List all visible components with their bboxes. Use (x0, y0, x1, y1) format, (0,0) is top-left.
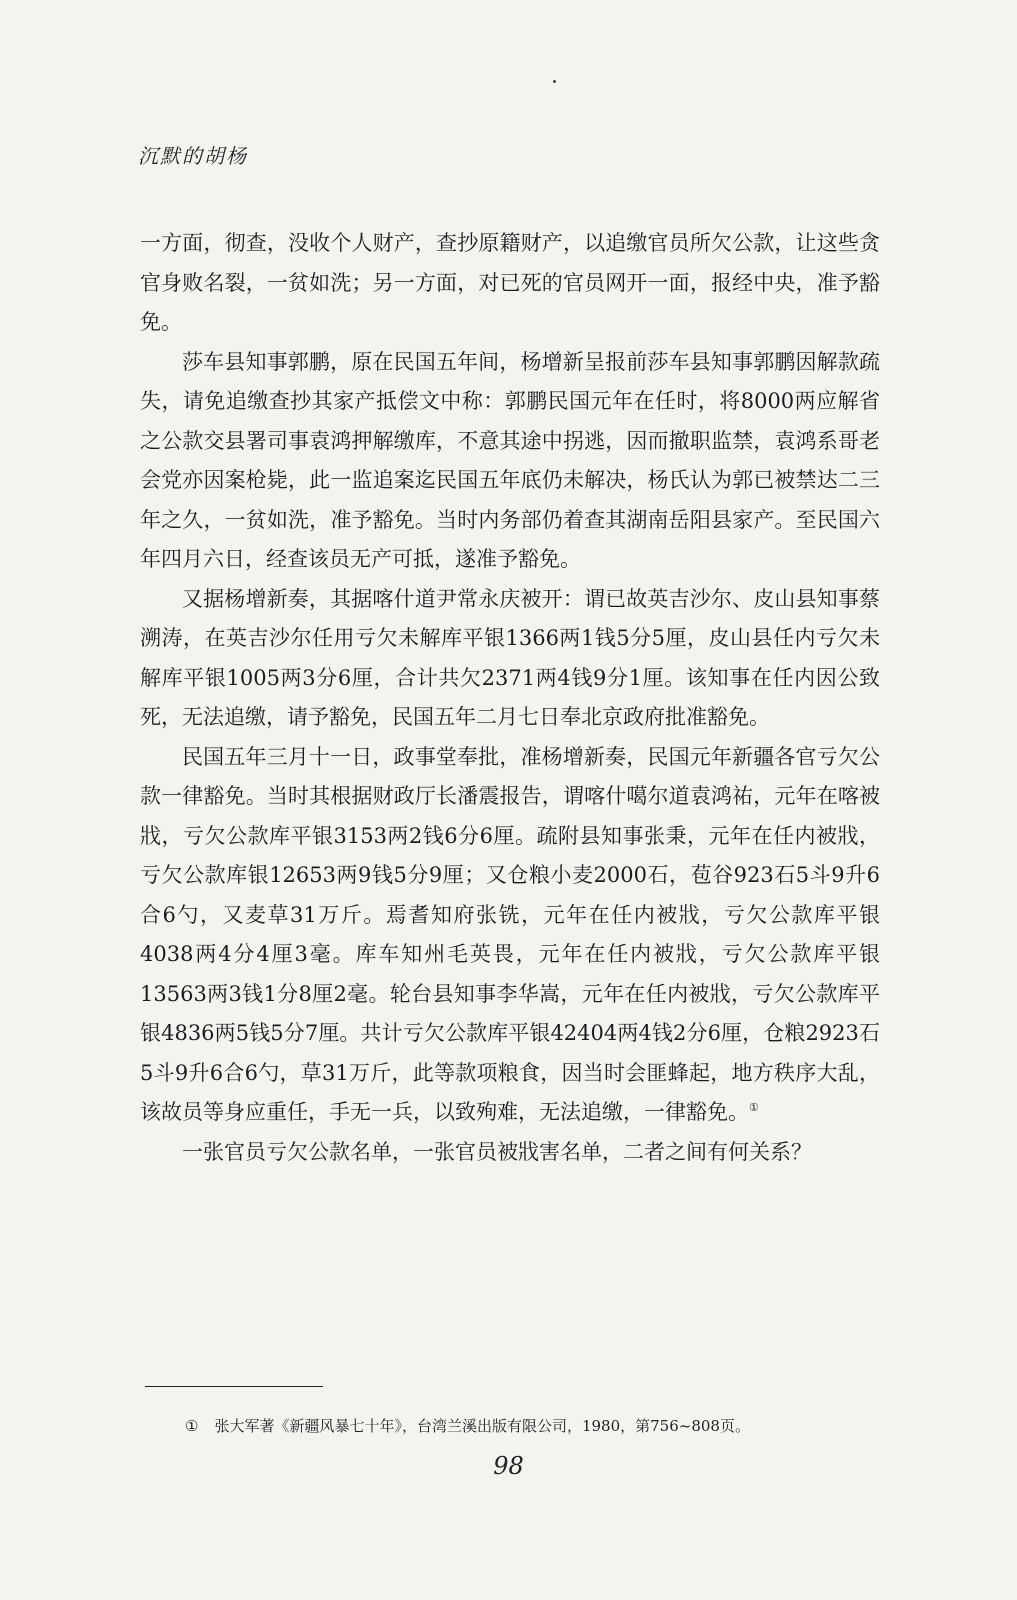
footnote-marker: ① (749, 1101, 759, 1114)
paragraph-4-text: 民国五年三月十一日，政事堂奉批，准杨增新奏，民国元年新疆各官亏欠公款一律豁免。当时其根据财政厅长潘震报告，谓喀什噶尔道袁鸿祐，元年在喀被戕，亏欠公款库平银3153两2钱6分6厘。疏附县知事张秉，元年在任内被戕，亏欠公款库银12653两9钱5分9厘；又仓粮小麦2000石，苞谷923石5斗9升6合6勺，又麦草31万斤。焉耆知府张铣，元年在任内被戕，亏欠公款库平银4038两4分4厘3毫。库车知州毛英畏，元年在任内被戕，亏欠公款库平银13563两3钱1分8厘2毫。轮台县知事李华嵩，元年在任内被戕，亏欠公款库平银4836两5钱5分7厘。共计亏欠公款库平银42404两4钱2分6厘，仓粮2923石5斗9升6合6勺，草31万斤，此等款项粮食，因当时会匪蜂起，地方秩序大乱，该故员等身应重任，手无一兵，以致殉难，无法追缴，一律豁免。 (140, 744, 880, 1124)
paragraph-5: 一张官员亏欠公款名单，一张官员被戕害名单，二者之间有何关系？ (182, 1139, 812, 1164)
footnote (185, 1415, 885, 1437)
footnote-divider (145, 1386, 323, 1387)
footnote-text: 张大军著《新疆风暴七十年》，台湾兰溪出版有限公司，1980，第756~808页。 (214, 1417, 750, 1435)
stray-dot (553, 80, 556, 83)
footnote-number: ① (185, 1417, 199, 1435)
paragraph-3: 又据杨增新奏，其据喀什道尹常永庆被开：谓已故英吉沙尔、皮山县知事蔡溯涛，在英吉沙尔任用亏欠未解库平银1366两1钱5分5厘，皮山县任内亏欠未解库平银1005两3分6厘，合计共欠2371两4钱9分1厘。该知事在任内因公致死，无法追缴，请予豁免，民国五年二月七日奉北京政府批准豁免。 (140, 586, 880, 729)
paragraph-4 (140, 738, 880, 1133)
paragraph-2: 莎车县知事郭鹏，原在民国五年间，杨增新呈报前莎车县知事郭鹏因解款疏失，请免追缴查抄其家产抵偿文中称：郭鹏民国元年在任时，将8000两应解省之公款交县署司事袁鸿押解缴库，不意其途中拐逃，因而撤职监禁，袁鸿系哥老会党亦因案枪毙，此一监追案迄民国五年底仍未解决，杨氏认为郭已被禁达二三年之久，一贫如洗，准予豁免。当时内务部仍着查其湖南岳阳县家产。至民国六年四月六日，经查该员无产可抵，遂准予豁免。 (140, 349, 880, 571)
paragraph-1: 一方面，彻查，没收个人财产，查抄原籍财产，以追缴官员所欠公款，让这些贪官身败名裂，一贫如洗；另一方面，对已死的官员网开一面，报经中央，准予豁免。 (140, 231, 880, 334)
body-text (140, 224, 880, 1172)
running-title: 沉默的胡杨 (138, 144, 248, 168)
page-number: 98 (493, 1452, 524, 1480)
